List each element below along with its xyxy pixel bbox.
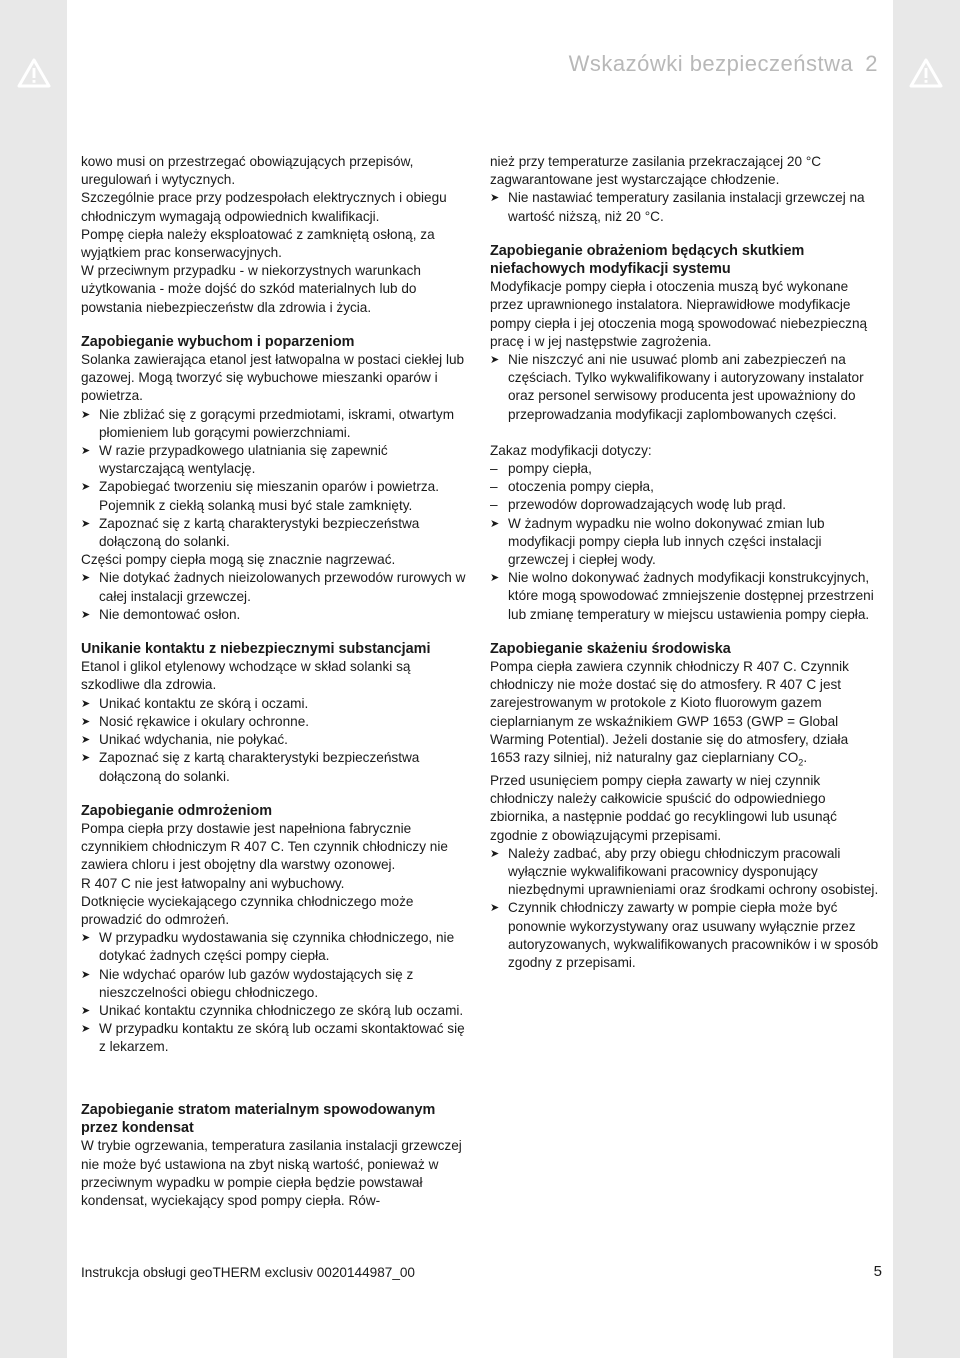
left-column-bottom [81,1101,473,1210]
list-item: ➤ W przypadku kontaktu ze skórą lub oczami skontaktować się z lekarzem. [81,1021,465,1055]
paragraph: Etanol i glikol etylenowy wchodzące w skład solanki są szkodliwe dla zdrowia. [81,659,411,693]
left-column [81,153,473,1057]
section-heading: Zapobieganie odmrożeniom [81,802,273,819]
paragraph: Zakaz modyfikacji dotyczy: [490,442,652,458]
paragraph: kowo musi on przestrzegać obowiązujących przepisów, uregulowań i wytycznych. [81,154,414,188]
paragraph: W przeciwnym przypadku - w niekorzystnych warunkach użytkowania - może dojść do szkód materialnych lub do powstania niebezpieczeństw dla zdrowia i życia. [81,263,421,315]
section-heading: Zapobieganie skażeniu środowiska [490,640,731,657]
warning-triangle-icon [17,58,51,88]
paragraph: Solanka zawierająca etanol jest łatwopalna w postaci ciekłej lub gazowej. Mogą tworzyć się wybuchowe mieszanki oparów i powietrza. [81,352,465,404]
arrow-bullet-icon: ➤ [490,902,500,915]
arrow-bullet-icon: ➤ [490,354,500,367]
arrow-bullet-icon: ➤ [490,517,500,530]
list-item: ➤ Unikać wdychania, nie połykać. [81,731,473,749]
bullet-list [490,189,882,225]
dash-bullet-icon: – [490,497,498,513]
list-item: ➤ Zapobiegać tworzeniu się mieszanin oparów i powietrza. Pojemnik z ciekłą solanką musi być stale zamknięty. [81,479,440,513]
list-item: ➤ Nie demontować osłon. [81,606,473,624]
right-column [490,153,882,972]
section-heading: Unikanie kontaktu z niebezpiecznymi substancjami [81,641,431,658]
bullet-list [490,515,882,624]
paragraph: Szczególnie prace przy podzespołach elektrycznych i obiegu chłodniczym wymagają odpowiednich kwalifikacji. [81,190,447,224]
list-item: ➤ Nie zbliżać się z gorącymi przedmiotami, iskrami, otwartym płomieniem lub gorącymi powierzchniami. [81,406,455,440]
bullet-list [81,929,473,1056]
section-heading: Zapobieganie obrażeniom będących skutkiem niefachowych modyfikacji systemu [490,242,805,278]
list-item: – otoczenia pompy ciepła, [490,478,882,496]
list-item: – pompy ciepła, [490,460,882,478]
arrow-bullet-icon: ➤ [81,932,91,945]
arrow-bullet-icon: ➤ [490,192,500,205]
warning-triangle-icon [909,58,943,88]
paragraph: Dotknięcie wyciekającego czynnika chłodniczego może prowadzić do odmrożeń. [81,893,414,927]
list-item: ➤ Unikać kontaktu czynnika chłodniczego ze skórą lub oczami. [81,1002,473,1020]
list-item: ➤ Zapoznać się z kartą charakterystyki bezpieczeństwa dołączoną do solanki. [81,515,420,550]
dash-bullet-icon: – [490,461,498,477]
list-item: ➤ Nosić rękawice i okulary ochronne. [81,713,473,731]
paragraph: Modyfikacje pompy ciepła i otoczenia muszą być wykonane przez uprawnionego instalatora. Nieprawidłowe modyfikacje pompy ciepła i jej otoczenia mogą spowodować niebezpieczną pracę i w jej następstwie zagrożenia. [490,279,868,349]
paragraph: nież przy temperaturze zasilania przekraczającej 20 °C zagwarantowane jest wystarczające chłodzenie. [490,154,822,188]
left-margin-strip [0,0,67,1358]
arrow-bullet-icon: ➤ [81,752,91,765]
paragraph: Pompa ciepła przy dostawie jest napełniona fabrycznie czynnikiem chłodniczym R 407 C. Ten czynnik chłodniczy nie zawiera chloru i jest obojętny dla warstwy ozonowej. [81,820,448,873]
list-item: – przewodów doprowadzających wodę lub prąd. [490,496,882,514]
arrow-bullet-icon: ➤ [490,847,500,860]
arrow-bullet-icon: ➤ [490,572,500,585]
arrow-bullet-icon: ➤ [81,1004,91,1017]
paragraph: Pompę ciepła należy eksploatować z zamkniętą osłoną, za wyjątkiem prac konserwacyjnych. [81,226,435,261]
paragraph: R 407 C nie jest łatwopalny ani wybuchowy. [81,875,345,891]
arrow-bullet-icon: ➤ [81,517,91,530]
list-item: ➤ Nie dotykać żadnych nieizolowanych przewodów rurowych w całej instalacji grzewczej. [81,570,466,604]
list-item: ➤ Nie wdychać oparów lub gazów wydostających się z nieszczelności obiegu chłodniczego. [81,966,414,1000]
bullet-list [490,845,882,972]
arrow-bullet-icon: ➤ [81,608,91,621]
arrow-bullet-icon: ➤ [81,408,91,421]
arrow-bullet-icon: ➤ [81,968,91,981]
arrow-bullet-icon: ➤ [81,572,91,585]
page-number: 5 [873,1263,882,1280]
bullet-list [81,569,473,624]
right-margin-strip [893,0,960,1358]
list-item: ➤ Nie nastawiać temperatury zasilania instalacji grzewczej na wartość niższą, niż 20 °C. [490,190,865,224]
list-item: ➤ Nie niszczyć ani nie usuwać plomb ani zabezpieczeń na częściach. Tylko wykwalifikowany i autoryzowany instalator oraz personel serwisowy producenta jest upoważniony do przeprowadzania modyfikacji zaplombowanych części. [490,352,864,422]
bullet-list [81,695,473,786]
dash-list [490,460,882,515]
list-item: ➤ W razie przypadkowego ulatniania się zapewnić wystarczającą wentylację. [81,443,388,477]
header-title: Wskazówki bezpieczeństwa [568,51,854,76]
arrow-bullet-icon: ➤ [81,734,91,747]
arrow-bullet-icon: ➤ [81,1023,91,1036]
section-heading: Zapobieganie wybuchom i poparzeniom [81,333,355,350]
running-header [569,51,878,77]
list-item: ➤ Unikać kontaktu ze skórą i oczami. [81,695,473,713]
list-item: ➤ W przypadku wydostawania się czynnika chłodniczego, nie dotykać żadnych części pompy ciepła. [81,930,455,964]
section-heading: Zapobieganie stratom materialnym spowodowanym przez kondensat [81,1102,436,1137]
bullet-list [81,406,473,552]
list-item: ➤ Zapoznać się z kartą charakterystyki bezpieczeństwa dołączoną do solanki. [81,750,420,784]
bullet-list [490,351,882,424]
list-item: ➤ Czynnik chłodniczy zawarty w pompie ciepła może być ponownie wykorzystywany oraz usuwany wyłącznie przez autoryzowanych, wykwalifikowanych pracowników i w sposób zgodny z przepisami. [490,900,879,971]
paragraph: Pompa ciepła zawiera czynnik chłodniczy R 407 C. Czynnik chłodniczy nie może dostać się do atmosfery. R 407 C jest zarejestrowanym w protokole z Kioto fluorowym gazem cieplarnianym ze wskaźnikiem GWP 1653 (GWP = Global Warming Potential). Jeżeli dostanie się do atmosfery, działa 1653 razy silniej, niż naturalny gaz cieplarniany $CO_2$. [490,659,849,768]
list-item: ➤ Należy zadbać, aby przy obiegu chłodniczym pracowali wyłącznie wykwalifikowani pracownicy dysponujący niezbędnymi uprawnieniami oraz środkami ochrony osobistej. [490,845,879,898]
paragraph: Przed usunięciem pompy ciepła zawarty w niej czynnik chłodniczy należy całkowicie spuścić do odpowiedniego zbiornika, a następnie poddać go recyklingowi lub usunąć zgodnie z obowiązującymi przepisami. [490,773,837,843]
dash-bullet-icon: – [490,479,498,495]
paragraph: W trybie ogrzewania, temperatura zasilania instalacji grzewczej nie może być ustawiona na zbyt niską wartość, ponieważ w przeciwnym wypadku w pompie ciepła będzie powstawał kondensat, wyciekający spod pompy ciepła. Rów- [81,1138,462,1209]
footer-document-title: Instrukcja obsługi geoTHERM exclusiv 0020144987_00 [81,1265,415,1280]
arrow-bullet-icon: ➤ [81,481,91,494]
list-item: ➤ W żadnym wypadku nie wolno dokonywać zmian lub modyfikacji pompy ciepła lub innych części instalacji grzewczej i ciepłej wody. [490,515,825,568]
arrow-bullet-icon: ➤ [81,697,91,710]
arrow-bullet-icon: ➤ [81,715,91,728]
section-number: 2 [865,51,878,76]
list-item: ➤ Nie wolno dokonywać żadnych modyfikacji konstrukcyjnych, które mogą spowodować zmniejszenie dostępnej przestrzeni lub zmianę temperatury w miejscu ustawienia pompy ciepła. [490,570,874,622]
paragraph: Części pompy ciepła mogą się znacznie nagrzewać. [81,552,396,568]
arrow-bullet-icon: ➤ [81,445,91,458]
